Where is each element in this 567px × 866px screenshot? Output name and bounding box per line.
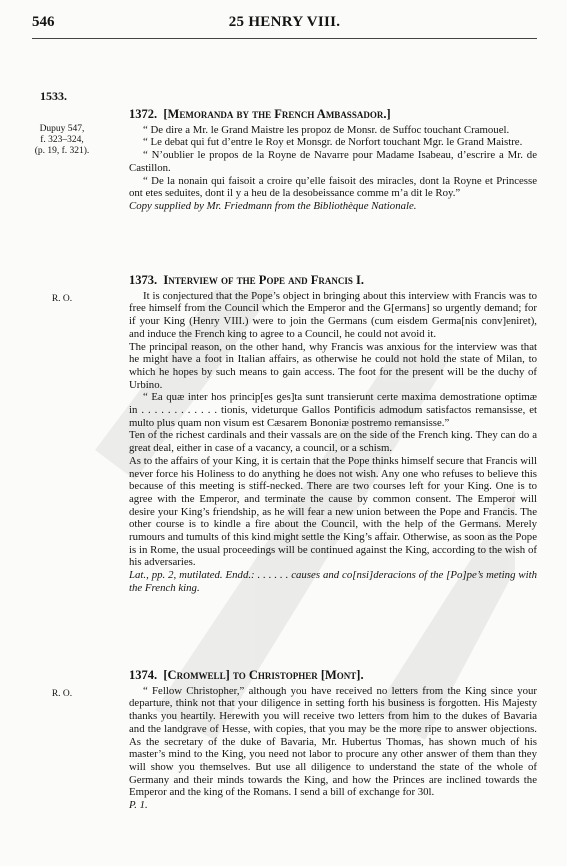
entry-number: 1372. [129, 107, 158, 121]
margin-line: (p. 19, f. 321). [34, 146, 90, 156]
running-title: 25 HENRY VIII. [228, 14, 341, 30]
entry-title: [Memoranda by the French Ambassador.] [163, 107, 391, 121]
entry-title: [Cromwell] to Christopher [Mont]. [163, 668, 364, 682]
source-note: Lat., pp. 2, mutilated. Endd.: . . . . . . causes and co[nsi]deracions of the [Po]pe’s meting with the French king. [129, 569, 537, 594]
paragraph: “ Ea quæ inter hos princip[es ges]ta sunt transierunt certe maxima demostratione optimæ in . . . . . . . . . . . . tionis, videturque Gallos Pontificis admodum satisfactos remansisse, et multo plus quam non visum est Cæsarem Bononiæ postremo remansisse.” [129, 391, 537, 429]
margin-line: R. O. [51, 294, 73, 304]
paragraph: As to the affairs of your King, it is certain that the Pope thinks himself secure that Francis will never force his Holiness to do anything he does not wish. Any one who refuses to believe this because of this meeting is stiff-necked. There are two courses left for your King. One is to agree with the Emperor, and terminate the cause by common consent. The Emperor will desire your King’s friendship, as he will fear a new union between the Pope and Francis. The other course is to kindle a fire about the Council, with the help of the Germans. Merely rumours and tumults of this kind might settle the King’s affair. Otherwise, as soon as the Pope is in Rome, the usual proceedings will be continued against the King, according to the wish of his adversaries. [129, 454, 537, 569]
year-label: 1533. [40, 89, 67, 103]
paragraph: “ Fellow Christopher,” although you have received no letters from the King since your departure, think not that your diligence in setting forth his business is forgotten. His Majesty thanks you heartily. Herewith you will receive two letters from him to the dukes of Bavaria and the landgrave of Hesse, with copies, that you may be the more ripe to answer objections. As the secretary of the duke of Bavaria, Mr. Hubertus Thomas, has shown much of his master’s mind to the King, you need not labor to procure any other answer of them than they will show you themselves. But use all diligence to understand the state of the whole of Germany and their minds towards the King, and how the Princes are inclined towards the Emperor and the king of the Romans. I send a bill of exchange for 30l. [129, 684, 537, 799]
source-note: Copy supplied by Mr. Friedmann from the Bibliothèque Nationale. [129, 199, 417, 212]
paragraph: “ De la nonain qui faisoit a croire qu’elle faisoit des miracles, dont la Royne et Princesse ont etes seduites, dont il y a heu de la desobeissance comme m’a dit le Roy.” [129, 174, 537, 200]
margin-line: R. O. [51, 689, 73, 699]
entry-number: 1374. [129, 668, 158, 682]
paragraph: The principal reason, on the other hand, why Francis was anxious for the interview was that he might have a foot in Italian affairs, as otherwise he could not hold the state of Milan, to which he hopes by such means to gain access. The foot for the present will be the duchy of Urbino. [129, 340, 537, 391]
entry-body [129, 669, 537, 812]
margin-line: Dupuy 547, [39, 124, 85, 134]
entry-title: Interview of the Pope and Francis I. [163, 273, 364, 287]
page-header [32, 14, 537, 34]
paragraph: “ De dire a Mr. le Grand Maistre les propoz de Monsr. de Suffoc touchant Cramouel. [143, 123, 510, 136]
paragraph: “ Le debat qui fut d’entre le Roy et Monsgr. de Norfort touchant Mgr. le Grand Maistre. [143, 136, 523, 149]
margin-note [32, 689, 92, 700]
entry-heading [129, 108, 537, 121]
paragraph: It is conjectured that the Pope’s object in bringing about this interview with Francis was to free himself from the Council which the Emperor and the G[ermans] so urgently demand; for if your King (Henry VIII.) were to join the Germans (cum eisdem Germa[nis conv]eniret), and induce the French king to agree to a Council, he could not avoid it. [129, 289, 537, 340]
paragraph: “ N’oublier le propos de la Royne de Navarre pour Madame Isabeau, d’escrire a Mr. de Castillon. [129, 149, 537, 174]
header-rule [32, 38, 537, 39]
margin-note [32, 124, 92, 157]
paragraph: Ten of the richest cardinals and their vassals are on the side of the French king. They can do a great deal, either in case of a vacancy, a council, or a schism. [129, 429, 537, 455]
entry-body [129, 108, 537, 213]
entry-heading [129, 274, 537, 287]
margin-line: f. 323–324, [40, 135, 84, 145]
source-note: P. 1. [129, 799, 148, 812]
entry-body [129, 274, 537, 595]
margin-note [32, 294, 92, 305]
page-number: 546 [32, 14, 55, 30]
entry-number: 1373. [129, 273, 158, 287]
entry-heading [129, 669, 537, 682]
